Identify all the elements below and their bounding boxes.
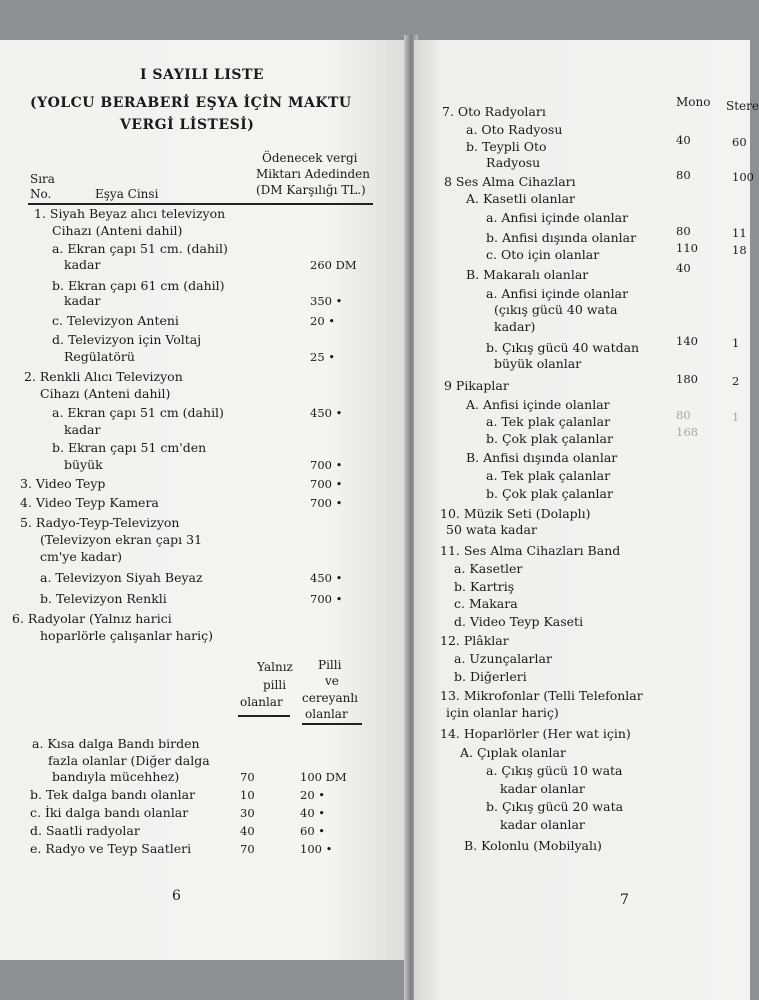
- tax-value: 25 •: [310, 350, 336, 364]
- radio-item-text: b. Tek dalga bandı olanlar: [30, 787, 196, 802]
- header-vergi-2: Miktarı Adedinden: [256, 167, 370, 181]
- tax-value: 700 •: [310, 477, 343, 491]
- list-item-text: 12. Plâklar: [440, 633, 509, 648]
- tax-value: 700 •: [310, 458, 343, 472]
- radio-value-pilli: 10: [240, 788, 255, 802]
- list-item-text: a. Tek plak çalanlar: [486, 468, 611, 483]
- header-sira: Sıra: [30, 172, 55, 186]
- list-item-text: kadar olanlar: [500, 817, 585, 832]
- list-item-text: b. Televizyon Renkli: [40, 591, 167, 606]
- list-item-text: A. Çıplak olanlar: [460, 745, 566, 760]
- mono-value: 168: [676, 425, 698, 439]
- list-item-text: hoparlörle çalışanlar hariç): [40, 628, 213, 643]
- list-item-text: a. Tek plak çalanlar: [486, 414, 611, 429]
- tax-value: 700 •: [310, 592, 343, 606]
- mono-value: 140: [676, 334, 698, 348]
- list-item-text: 8 Ses Alma Cihazları: [444, 174, 576, 189]
- list-item-text: 13. Mikrofonlar (Telli Telefonlar: [440, 688, 643, 703]
- list-item-text: Regülatörü: [64, 349, 135, 364]
- list-item-text: 14. Hoparlörler (Her wat için): [440, 726, 631, 741]
- list-item-text: 10. Müzik Seti (Dolaplı): [440, 506, 591, 521]
- stereo-value: 2: [732, 374, 740, 388]
- radio-col2-line-1: Pilli: [318, 658, 342, 672]
- tax-value: 20 •: [310, 314, 336, 328]
- list-item-text: b. Ekran çapı 51 cm'den: [52, 440, 207, 455]
- list-item-text: c. Televizyon Anteni: [52, 313, 179, 328]
- tax-value: 350 •: [310, 294, 343, 308]
- stereo-value: 1: [732, 410, 740, 424]
- page-number-left: 6: [172, 888, 181, 904]
- radio-value-pilli: 70: [240, 770, 255, 784]
- tax-value: 450 •: [310, 571, 343, 585]
- list-title-line-3: VERGİ LİSTESİ): [120, 117, 255, 133]
- header-esya-cinsi: Eşya Cinsi: [95, 187, 159, 201]
- radio-value-cereyanli: 100 DM: [300, 770, 347, 784]
- list-item-text: a. Anfisi içinde olanlar: [486, 210, 629, 225]
- radio-col2-line-2: ve: [325, 674, 339, 688]
- list-item-text: 5. Radyo-Teyp-Televizyon: [20, 515, 180, 530]
- mono-value: 80: [676, 168, 691, 182]
- list-item-text: 9 Pikaplar: [444, 378, 509, 393]
- list-item-text: 2. Renkli Alıcı Televizyon: [24, 369, 183, 384]
- header-vergi-3: (DM Karşılığı TL.): [256, 183, 366, 197]
- list-title-line-2: (YOLCU BERABERİ EŞYA İÇİN MAKTU: [30, 95, 352, 111]
- list-item-text: Radyosu: [486, 155, 541, 170]
- radio-col2-line-4: olanlar: [305, 707, 348, 721]
- list-item-text: b. Diğerleri: [454, 669, 527, 684]
- tax-value: 260 DM: [310, 258, 357, 272]
- list-item-text: a. Televizyon Siyah Beyaz: [40, 570, 203, 585]
- header-no: No.: [30, 187, 52, 201]
- list-item-text: kadar: [64, 257, 101, 272]
- radio-item-text: bandıyla mücehhez): [52, 769, 180, 784]
- radio-header-rule-2: [302, 723, 362, 725]
- list-item-text: d. Televizyon için Voltaj: [52, 332, 202, 347]
- list-item-text: 4. Video Teyp Kamera: [20, 495, 159, 510]
- radio-item-text: e. Radyo ve Teyp Saatleri: [30, 841, 192, 856]
- list-item-text: a. Ekran çapı 51 cm (dahil): [52, 405, 224, 420]
- list-item-text: Cihazı (Anteni dahil): [52, 223, 183, 238]
- list-item-text: kadar olanlar: [500, 781, 585, 796]
- list-item-text: a. Çıkış gücü 10 wata: [486, 763, 623, 778]
- mono-value: 80: [676, 408, 691, 422]
- radio-value-cereyanli: 20 •: [300, 788, 326, 802]
- list-item-text: b. Kartriş: [454, 579, 515, 594]
- list-title-line-1: I SAYILI LISTE: [140, 67, 265, 83]
- header-rule: [28, 203, 373, 205]
- list-item-text: 1. Siyah Beyaz alıcı televizyon: [34, 206, 226, 221]
- list-item-text: a. Ekran çapı 51 cm. (dahil): [52, 241, 228, 256]
- list-item-text: b. Ekran çapı 61 cm (dahil): [52, 278, 225, 293]
- list-item-text: B. Makaralı olanlar: [466, 267, 589, 282]
- list-item-text: b. Çıkış gücü 40 watdan: [486, 340, 640, 355]
- list-item-text: b. Çok plak çalanlar: [486, 431, 613, 446]
- list-item-text: 6. Radyolar (Yalnız harici: [12, 611, 172, 626]
- list-item-text: kadar: [64, 293, 101, 308]
- list-item-text: a. Oto Radyosu: [466, 122, 563, 137]
- radio-header-rule-1: [238, 715, 290, 717]
- radio-value-pilli: 40: [240, 824, 255, 838]
- list-item-text: c. Oto için olanlar: [486, 247, 600, 262]
- radio-value-cereyanli: 40 •: [300, 806, 326, 820]
- list-item-text: b. Anfisi dışında olanlar: [486, 230, 637, 245]
- list-item-text: 3. Video Teyp: [20, 476, 106, 491]
- list-item-text: büyük olanlar: [494, 356, 582, 371]
- list-item-text: kadar: [64, 422, 101, 437]
- stereo-value: 100: [732, 170, 754, 184]
- list-item-text: a. Uzunçalarlar: [454, 651, 552, 666]
- list-item-text: B. Anfisi dışında olanlar: [466, 450, 618, 465]
- radio-value-cereyanli: 60 •: [300, 824, 326, 838]
- header-vergi-1: Ödenecek vergi: [262, 151, 358, 165]
- list-item-text: b. Çok plak çalanlar: [486, 486, 613, 501]
- stereo-value: 18: [732, 243, 747, 257]
- list-item-text: a. Anfisi içinde olanlar: [486, 286, 629, 301]
- mono-value: 40: [676, 261, 691, 275]
- list-item-text: d. Video Teyp Kaseti: [454, 614, 584, 629]
- list-item-text: 7. Oto Radyoları: [442, 104, 546, 119]
- list-item-text: A. Anfisi içinde olanlar: [466, 397, 610, 412]
- stereo-value: 1: [732, 336, 740, 350]
- mono-value: 110: [676, 241, 698, 255]
- list-item-text: kadar): [494, 319, 536, 334]
- list-item-text: c. Makara: [454, 596, 518, 611]
- list-item-text: (Televizyon ekran çapı 31: [40, 532, 203, 547]
- list-item-text: b. Çıkış gücü 20 wata: [486, 799, 624, 814]
- stereo-value: 11: [732, 226, 747, 240]
- radio-value-cereyanli: 100 •: [300, 842, 333, 856]
- left-page: [0, 40, 410, 960]
- col-header-stereo: Stere: [726, 99, 759, 113]
- mono-value: 40: [676, 133, 691, 147]
- radio-col2-line-3: cereyanlı: [302, 691, 358, 705]
- radio-item-text: fazla olanlar (Diğer dalga: [48, 753, 210, 768]
- list-item-text: için olanlar hariç): [446, 705, 559, 720]
- list-item-text: 50 wata kadar: [446, 522, 537, 537]
- list-item-text: b. Teypli Oto: [466, 139, 547, 154]
- radio-col1-line-3: olanlar: [240, 695, 283, 709]
- list-item-text: a. Kasetler: [454, 561, 523, 576]
- radio-item-text: c. İki dalga bandı olanlar: [30, 805, 189, 820]
- list-item-text: 11. Ses Alma Cihazları Band: [440, 543, 621, 558]
- list-item-text: (çıkış gücü 40 wata: [494, 302, 618, 317]
- mono-value: 180: [676, 372, 698, 386]
- page-number-right: 7: [620, 892, 629, 908]
- stereo-value: 60: [732, 135, 747, 149]
- radio-item-text: d. Saatli radyolar: [30, 823, 140, 838]
- radio-value-pilli: 70: [240, 842, 255, 856]
- radio-col1-line-1: Yalnız: [257, 660, 293, 674]
- list-item-text: B. Kolonlu (Mobilyalı): [464, 838, 602, 853]
- list-item-text: Cihazı (Anteni dahil): [40, 386, 171, 401]
- tax-value: 450 •: [310, 406, 343, 420]
- radio-value-pilli: 30: [240, 806, 255, 820]
- right-page: [414, 40, 759, 1000]
- mono-value: 80: [676, 224, 691, 238]
- radio-item-text: a. Kısa dalga Bandı birden: [32, 736, 200, 751]
- tax-value: 700 •: [310, 496, 343, 510]
- list-item-text: büyük: [64, 457, 103, 472]
- radio-col1-line-2: pilli: [263, 678, 287, 692]
- col-header-mono: Mono: [676, 95, 711, 109]
- list-item-text: cm'ye kadar): [40, 549, 123, 564]
- list-item-text: A. Kasetli olanlar: [466, 191, 576, 206]
